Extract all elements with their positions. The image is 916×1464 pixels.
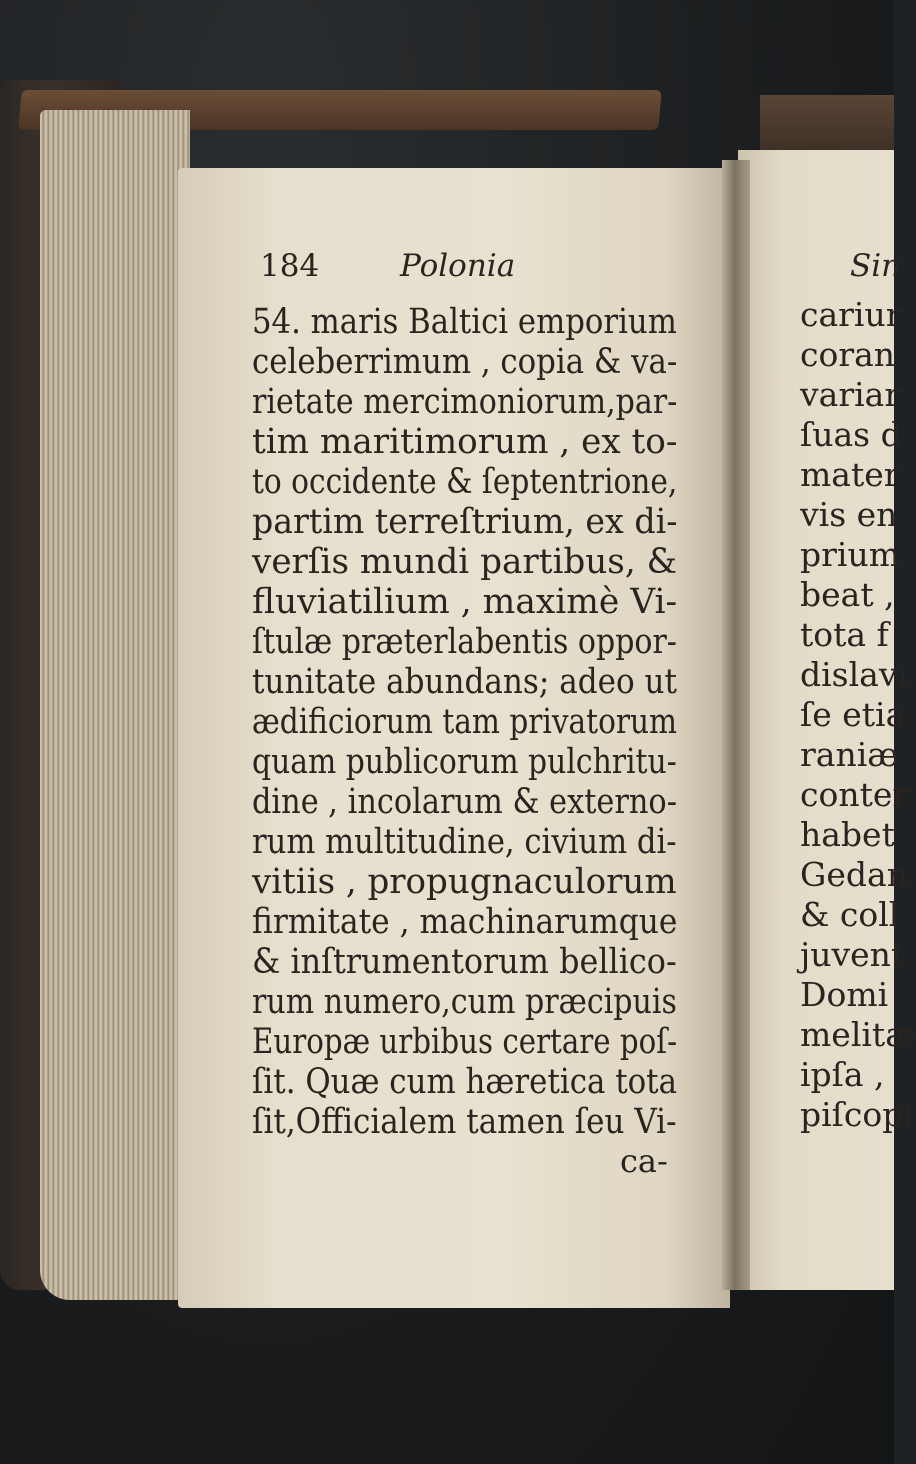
text-line: Gedan [800,855,908,894]
text-line: tunitate abundans; adeo ut [252,662,678,702]
text-line: tim maritimorum , ex to- [252,422,678,462]
text-line: verſis mundi partibus, & [252,542,678,582]
text-line: melitæ [800,1015,916,1054]
text-line: piſcopi [800,1095,914,1134]
book-gutter [722,160,750,1290]
text-line: ipſa , [800,1055,885,1094]
text-line: rum numero,cum præcipuis [252,982,677,1022]
text-line: conter [800,775,909,814]
text-line: quam publicorum pulchritu- [252,742,677,782]
text-line: dine , incolarum & externo- [252,782,677,822]
text-line: partim terreſtrium, ex di- [252,502,678,542]
text-line: raniæ [800,735,899,774]
page-number: 184 [260,248,320,284]
text-line: 54. maris Baltici emporium [252,302,677,342]
text-line: ſtulæ præterlabentis oppor- [252,622,677,662]
text-line: ſit,Officialem tamen ſeu Vi- [252,1102,677,1142]
text-line: & coll [800,895,900,934]
text-line: vis en [800,495,898,534]
text-line: ædificiorum tam privatorum [252,702,678,742]
text-line: beat , [800,575,895,614]
text-line: cariur [800,295,902,334]
catchword: ca- [620,1142,668,1180]
text-line: mater [800,455,900,494]
text-line: & inſtrumentorum bellico- [252,942,677,982]
text-line: prium [800,535,900,574]
right-cover-edge [760,95,894,155]
right-running-title: Sin [850,248,902,284]
text-line: tota f [800,615,889,654]
page-edges [40,110,190,1300]
text-line: Europæ urbibus certare poſ- [252,1022,678,1062]
text-line: Domi [800,975,889,1014]
text-line: ſe etia [800,695,906,734]
text-line: celeberrimum , copia & va- [252,342,678,382]
text-line: juvent [800,935,905,974]
text-line: rietate mercimoniorum,par- [252,382,678,422]
text-line: ſit. Quæ cum hæretica tota [252,1062,677,1102]
text-line: rum multitudine, civium di- [252,822,677,862]
text-line: variar [800,375,901,414]
running-title: Polonia [400,248,516,284]
text-line: habet [800,815,895,854]
text-line: ſuas d [800,415,902,454]
text-line: to occidente & ſeptentrione, [252,462,678,502]
text-line: vitiis , propugnaculorum [252,862,677,902]
text-line: dislavi [800,655,909,694]
text-line: coran [800,335,896,374]
text-line: fluviatilium , maximè Vi- [252,582,678,622]
text-line: firmitate , machinarumque [252,902,678,942]
